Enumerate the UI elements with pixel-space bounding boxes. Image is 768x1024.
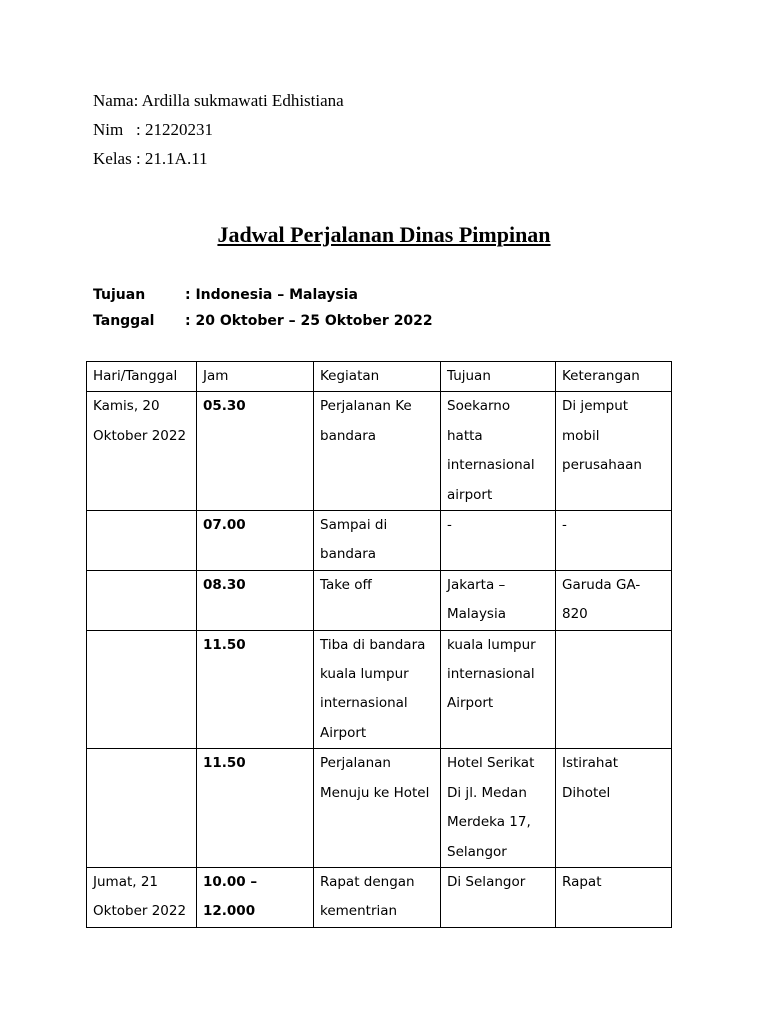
cell-activity: Perjalanan Ke bandara <box>314 392 441 511</box>
cell-time: 10.00 – 12.000 <box>197 867 314 927</box>
table-row <box>87 630 672 749</box>
table-row <box>87 570 672 630</box>
cell-day-date: Kamis, 20 Oktober 2022 <box>87 392 197 511</box>
meta-date-value: : 20 Oktober – 25 Oktober 2022 <box>185 313 433 329</box>
cell-notes: Rapat <box>556 867 672 927</box>
table-header-row <box>87 362 672 392</box>
cell-day-date <box>87 570 197 630</box>
schedule-table <box>86 361 672 928</box>
meta-destination <box>93 282 433 308</box>
cell-day-date <box>87 511 197 571</box>
header-notes: Keterangan <box>556 362 672 392</box>
header-day-date: Hari/Tanggal <box>87 362 197 392</box>
cell-destination: Hotel Serikat Di jl. Medan Merdeka 17, Selangor <box>441 749 556 868</box>
cell-day-date: Jumat, 21 Oktober 2022 <box>87 867 197 927</box>
cell-time: 11.50 <box>197 749 314 868</box>
cell-destination: Di Selangor <box>441 867 556 927</box>
cell-time: 08.30 <box>197 570 314 630</box>
cell-activity: Take off <box>314 570 441 630</box>
table-row <box>87 867 672 927</box>
cell-notes: Istirahat Dihotel <box>556 749 672 868</box>
document-title: Jadwal Perjalanan Dinas Pimpinan <box>217 222 551 247</box>
cell-notes <box>556 630 672 749</box>
table-row <box>87 392 672 511</box>
cell-destination: Soekarno hatta internasional airport <box>441 392 556 511</box>
table-row <box>87 511 672 571</box>
header-destination: Tujuan <box>441 362 556 392</box>
cell-time: 05.30 <box>197 392 314 511</box>
cell-day-date <box>87 630 197 749</box>
cell-destination: - <box>441 511 556 571</box>
cell-activity: Perjalanan Menuju ke Hotel <box>314 749 441 868</box>
student-identity <box>93 86 344 173</box>
cell-notes: - <box>556 511 672 571</box>
cell-notes: Garuda GA-820 <box>556 570 672 630</box>
table-row <box>87 749 672 868</box>
header-activity: Kegiatan <box>314 362 441 392</box>
meta-destination-value: : Indonesia – Malaysia <box>185 287 358 303</box>
student-nim: Nim : 21220231 <box>93 120 213 139</box>
cell-time: 07.00 <box>197 511 314 571</box>
student-name: Nama: Ardilla sukmawati Edhistiana <box>93 91 344 110</box>
student-class: Kelas : 21.1A.11 <box>93 149 208 168</box>
cell-notes: Di jemput mobil perusahaan <box>556 392 672 511</box>
header-time: Jam <box>197 362 314 392</box>
cell-activity: Sampai di bandara <box>314 511 441 571</box>
meta-destination-label: Tujuan <box>93 287 146 303</box>
cell-activity: Tiba di bandara kuala lumpur internasional Airport <box>314 630 441 749</box>
cell-day-date <box>87 749 197 868</box>
meta-date-label: Tanggal <box>93 313 155 329</box>
cell-destination: Jakarta – Malaysia <box>441 570 556 630</box>
cell-time: 11.50 <box>197 630 314 749</box>
cell-destination: kuala lumpur internasional Airport <box>441 630 556 749</box>
trip-meta <box>93 282 433 334</box>
meta-date <box>93 308 433 334</box>
cell-activity: Rapat dengan kementrian <box>314 867 441 927</box>
